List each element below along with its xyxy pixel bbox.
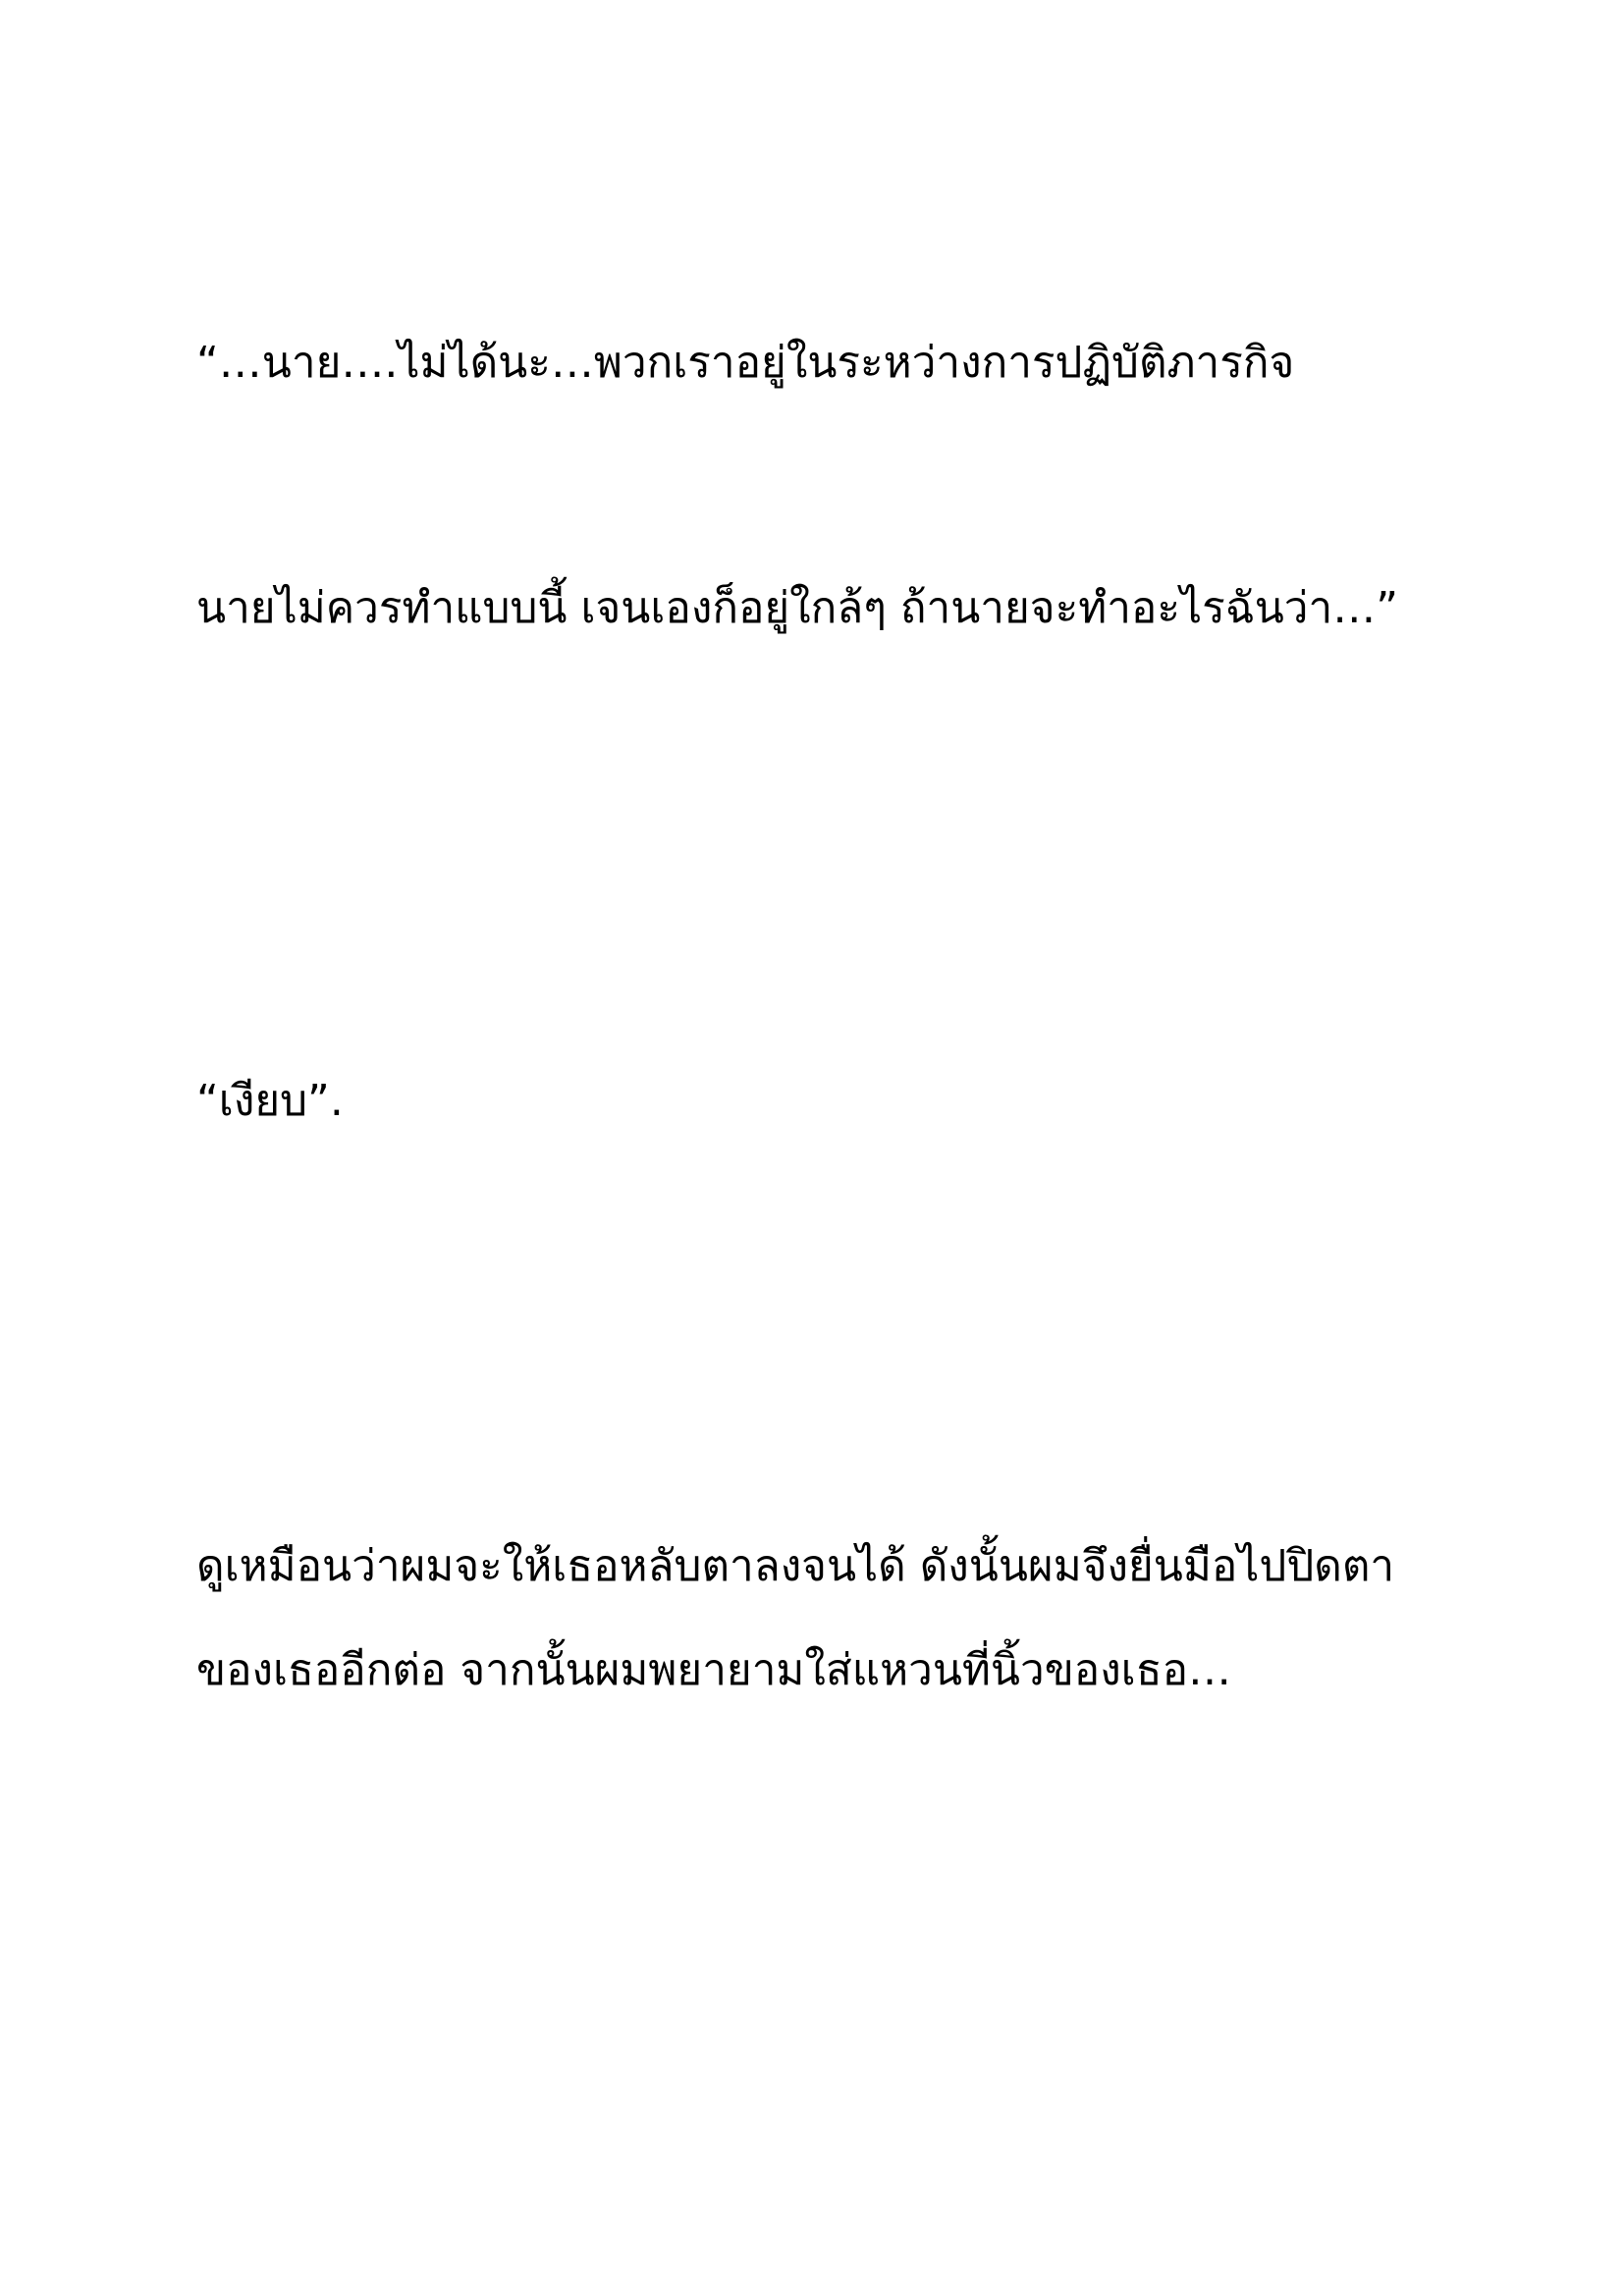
dialogue-line-2: นายไม่ควรทำแบบนี้ เจนเองก็อยู่ใกล้ๆ ถ้านายจะทำอะไรฉันว่า…” bbox=[196, 583, 1398, 633]
dialogue-line-3: “เงียบ”. bbox=[196, 1076, 344, 1126]
dialogue-line-1: “…นาย….ไม่ได้นะ…พวกเราอยู่ในระหว่างการปฏิบัติภารกิจ bbox=[196, 338, 1295, 388]
narration-line-1: ดูเหมือนว่าผมจะให้เธอหลับตาลงจนได้ ดังนั้นผมจึงยื่นมือไปปิดตา bbox=[196, 1541, 1395, 1591]
narration-line-2: ของเธออีกต่อ จากนั้นผมพยายามใส่แหวนที่นิ้วของเธอ… bbox=[196, 1645, 1232, 1695]
